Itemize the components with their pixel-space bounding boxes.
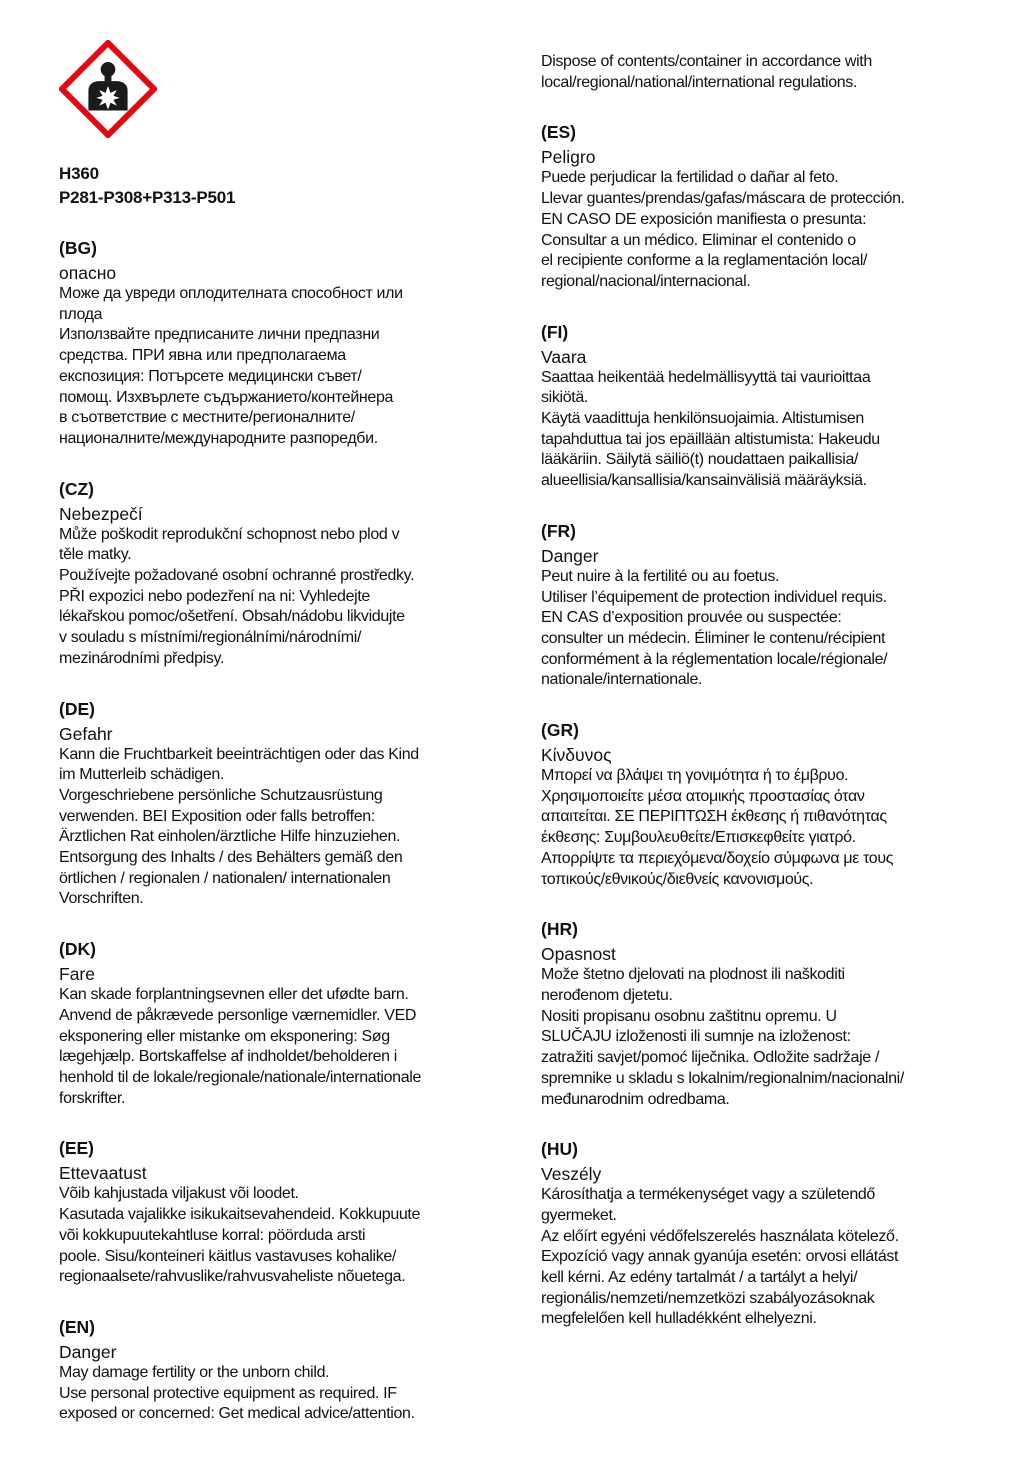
statement-line: May damage fertility or the unborn child. [59, 1363, 330, 1381]
statement-line: henhold til de lokale/regionale/nationale/internationale [59, 1068, 422, 1086]
language-section [541, 718, 991, 890]
language-section [59, 1315, 499, 1425]
health-hazard-pictogram [59, 40, 157, 138]
signal-word: Fare [59, 964, 95, 985]
language-section [541, 120, 991, 292]
statement-line: Може да увреди оплодителната способност или [59, 285, 403, 302]
language-code: (BG) [59, 238, 97, 258]
statement-line: lékařskou pomoc/ošetření. Obsah/nádobu likvidujte [59, 608, 405, 626]
health-hazard-ghs08-icon [59, 40, 157, 138]
statement-line: mezinárodními předpisy. [59, 649, 225, 667]
signal-word: Ettevaatust [59, 1163, 147, 1184]
statement-line: Može štetno djelovati na plodnost ili naškoditi [541, 966, 845, 984]
signal-word: Danger [541, 545, 599, 566]
statement-line: lääkäriin. Säilytä säiliö(t) noudattaen paikallisia/ [541, 451, 859, 469]
statement-line: sikiötä. [541, 389, 588, 407]
statement-line: Saattaa heikentää hedelmällisyyttä tai vaurioittaa [541, 368, 871, 386]
language-section [59, 236, 499, 450]
statement-line: Entsorgung des Inhalts / des Behälters gemäß den [59, 849, 403, 867]
signal-word: Peligro [541, 147, 596, 168]
statement-line: Anvend de påkrævede personlige værnemidler. VED [59, 1006, 417, 1024]
statement-line: těle matky. [59, 546, 132, 564]
statement-line: međunarodnim odredbama. [541, 1090, 730, 1108]
hazard-codes [59, 162, 235, 210]
statement-line: Käytä vaadittuja henkilönsuojaimia. Altistumisen [541, 410, 864, 428]
statement-line: el recipiente conforme a la reglamentación local/ [541, 252, 868, 270]
statement-line: средства. ПРИ явна или предполагаема [59, 347, 346, 365]
hazard-statement-code: H360 [59, 164, 99, 183]
statement-line: Expozíció vagy annak gyanúja esetén: orvosi ellátást [541, 1248, 899, 1266]
signal-word: Veszély [541, 1164, 602, 1185]
statement-line: eksponering eller mistanke om eksponering: Søg [59, 1027, 390, 1045]
signal-word: Gefahr [59, 723, 113, 744]
statement-line: SLUČAJU izloženosti ili sumnje na izloženost: [541, 1028, 851, 1046]
language-code: (ES) [541, 122, 576, 143]
language-code: (EN) [59, 1316, 95, 1337]
statement-line: spremnike u skladu s lokalnim/regionalnim/nacionalni/ [541, 1069, 904, 1087]
statement-text [59, 985, 499, 1109]
statement-line: verwenden. BEI Exposition oder falls betroffen: [59, 807, 375, 825]
signal-word: опасно [59, 263, 117, 283]
statement-line: Může poškodit reprodukční schopnost nebo plod v [59, 525, 400, 543]
statement-text [59, 1184, 499, 1288]
statement-line: Dispose of contents/container in accordance with [541, 53, 872, 70]
statement-line: плода [59, 305, 103, 323]
statement-line: EN CASO DE exposición manifiesta o presunta: [541, 210, 867, 228]
statement-line: Peut nuire à la fertilité ou au foetus. [541, 567, 780, 585]
statement-line: απαιτείται. ΣΕ ΠΕΡΙΠΤΩΣΗ έκθεσης ή πιθανότητας [541, 808, 887, 826]
statement-line: Μπορεί να βλάψει τη γονιμότητα ή το έμβρυο. [541, 767, 849, 785]
language-code: (HR) [541, 919, 578, 940]
signal-word: Danger [59, 1341, 117, 1362]
statement-line: kell kérni. Az edény tartalmát / a tartályt a helyi/ [541, 1269, 858, 1287]
statement-line: τοπικούς/εθνικούς/διεθνείς κανονισμούς. [541, 870, 814, 888]
statement-line: Utiliser l’équipement de protection individuel requis. [541, 588, 887, 606]
statement-line: Consultar a un médico. Eliminar el contenido o [541, 231, 856, 249]
statement-line: gyermeket. [541, 1206, 617, 1224]
language-section [59, 697, 499, 911]
statement-line: im Mutterleib schädigen. [59, 766, 225, 784]
signal-word: Opasnost [541, 944, 616, 965]
statement-line: Puede perjudicar la fertilidad o dañar al feto. [541, 169, 839, 187]
statement-text [59, 1363, 499, 1425]
statement-line: Võib kahjustada viljakust või loodet. [59, 1185, 299, 1203]
language-section [59, 477, 499, 670]
statement-line: megfelelően kell hulladékként elhelyezni. [541, 1310, 817, 1328]
statement-line: poole. Sisu/konteineri käitlus vastavuses kohalike/ [59, 1247, 397, 1265]
statement-line: Používejte požadované osobní ochranné prostředky. [59, 567, 415, 585]
statement-line: Kan skade forplantningsevnen eller det ufødte barn. [59, 986, 409, 1004]
statement-line: Kann die Fruchtbarkeit beeinträchtigen oder das Kind [59, 745, 419, 763]
statement-line: örtlichen / regionalen / nationalen/ internationalen [59, 869, 391, 887]
language-code: (EE) [59, 1138, 94, 1159]
statement-line: Използвайте предписаните лични предпазни [59, 326, 380, 344]
statement-line: regionaalsete/rahvuslike/rahvusvaheliste nõuetega. [59, 1268, 406, 1286]
statement-line: tapahduttua tai jos epäillään altistumista: Hakeudu [541, 430, 880, 448]
statement-text [59, 745, 499, 911]
statement-text [541, 368, 991, 492]
statement-text [59, 284, 499, 450]
statement-line: või kokkupuutekahtluse korral: pöörduda arsti [59, 1226, 366, 1244]
statement-line: lægehjælp. Bortskaffelse af indholdet/beholderen i [59, 1048, 397, 1066]
language-section [541, 519, 991, 691]
statement-line: експозиция: Потърсете медицински съвет/ [59, 367, 362, 385]
statement-line: Ärztlichen Rat einholen/ärztliche Hilfe hinzuziehen. [59, 828, 401, 846]
statement-line: Károsíthatja a termékenységet vagy a születendő [541, 1186, 875, 1204]
statement-line: local/regional/national/international regulations. [541, 73, 858, 91]
signal-word: Vaara [541, 346, 587, 367]
language-code: (DE) [59, 698, 95, 719]
statement-line: Kasutada vajalikke isikukaitsevahendeid. Kokkupuute [59, 1206, 421, 1224]
statement-line: alueellisia/kansallisia/kansainvälisiä määräyksiä. [541, 472, 867, 490]
continued-text [541, 52, 991, 93]
statement-line: Nositi propisanu osobnu zaštitnu opremu. U [541, 1007, 837, 1025]
statement-line: помощ. Изхвърлете съдържанието/контейнера [59, 388, 394, 406]
statement-line: conformément à la réglementation locale/régionale/ [541, 650, 888, 668]
statement-line: consulter un médecin. Éliminer le contenu/récipient [541, 629, 886, 647]
statement-line: Χρησιμοποιείτε μέσα ατομικής προστασίας όταν [541, 787, 865, 805]
statement-line: regionális/nemzeti/nemzetközi szabályozásoknak [541, 1289, 875, 1307]
language-section [59, 937, 499, 1109]
statement-line: EN CAS d’exposition prouvée ou suspectée: [541, 609, 842, 627]
statement-line: Az előírt egyéni védőfelszerelés használata kötelező. [541, 1227, 899, 1245]
statement-line: nationale/internationale. [541, 671, 703, 689]
statement-line: в съответствие с местните/регионалните/ [59, 409, 355, 427]
statement-line: v souladu s místními/regionálními/národními/ [59, 629, 362, 647]
left-column [59, 236, 499, 1425]
language-section [541, 320, 991, 492]
statement-text [541, 1185, 991, 1330]
statement-text [541, 965, 991, 1110]
precautionary-codes: P281-P308+P313-P501 [59, 188, 236, 207]
statement-line: nerođenom djetetu. [541, 986, 673, 1004]
signal-word: Nebezpečí [59, 503, 143, 524]
right-column [541, 52, 991, 1330]
statement-line: έκθεσης: Συμβουλευθείτε/Επισκεφθείτε γιατρό. [541, 829, 856, 847]
language-code: (GR) [541, 720, 579, 741]
language-code: (DK) [59, 939, 96, 960]
statement-text [541, 766, 991, 890]
statement-text [59, 525, 499, 670]
statement-line: Απορρίψτε τα περιεχόμενα/δοχείο σύμφωνα με τους [541, 849, 894, 867]
statement-line: Use personal protective equipment as required. IF [59, 1384, 397, 1402]
language-code: (FI) [541, 321, 569, 342]
language-section [541, 917, 991, 1110]
language-code: (CZ) [59, 478, 94, 499]
statement-line: PŘI expozici nebo podezření na ni: Vyhledejte [59, 587, 370, 605]
statement-line: regional/nacional/internacional. [541, 272, 751, 290]
statement-line: zatražiti savjet/pomoć liječnika. Odložite sadržaje / [541, 1049, 880, 1067]
statement-text [541, 168, 991, 292]
statement-line: националните/международните разпоредби. [59, 429, 378, 447]
statement-line: Llevar guantes/prendas/gafas/máscara de protección. [541, 190, 905, 208]
statement-line: exposed or concerned: Get medical advice/attention. [59, 1405, 415, 1423]
signal-word: Κίνδυνος [541, 745, 612, 766]
statement-text [541, 567, 991, 691]
statement-line: Vorgeschriebene persönliche Schutzausrüstung [59, 786, 383, 804]
language-code: (HU) [541, 1139, 578, 1160]
statement-line: forskrifter. [59, 1089, 126, 1107]
language-code: (FR) [541, 520, 576, 541]
language-section [59, 1136, 499, 1288]
language-section [541, 1137, 991, 1330]
statement-line: Vorschriften. [59, 890, 144, 908]
